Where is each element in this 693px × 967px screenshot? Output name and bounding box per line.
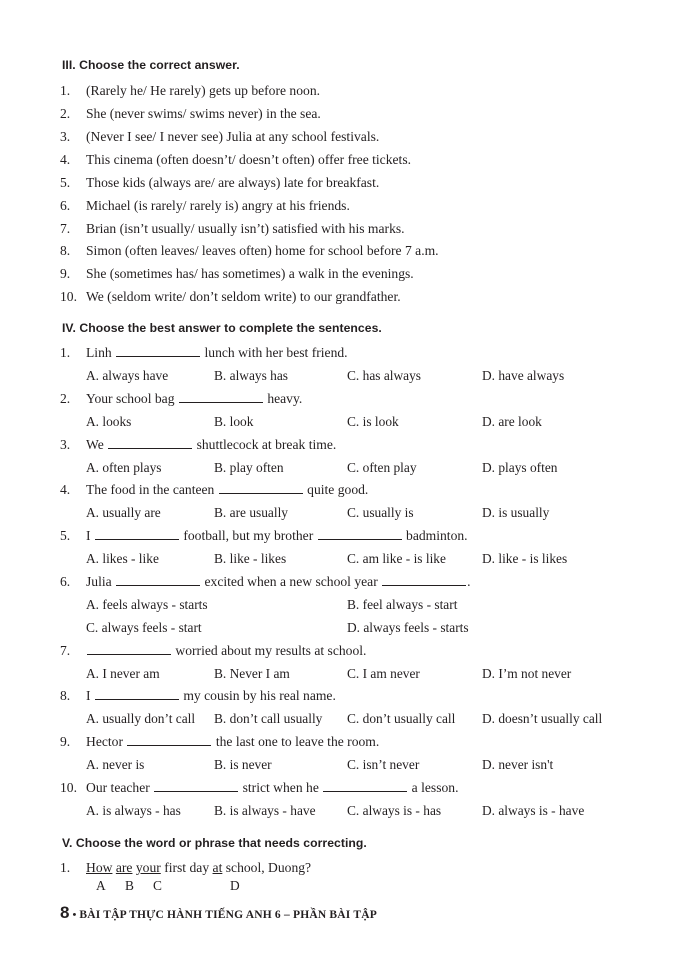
item-number: 7. xyxy=(60,221,71,236)
option-d: D. doesn’t usually call xyxy=(482,711,603,726)
question-text: Your school bag heavy. xyxy=(86,391,303,406)
question-number: 1. xyxy=(60,860,71,875)
option-b: B. are usually xyxy=(214,505,289,520)
option-b: B. look xyxy=(214,414,254,429)
item-text: She (sometimes has/ has sometimes) a walk in the evenings. xyxy=(86,266,414,281)
option-c: C. often play xyxy=(347,460,417,475)
answer-blank xyxy=(219,483,303,494)
option-b: B. Never I am xyxy=(214,666,290,681)
question-number: 3. xyxy=(60,437,71,452)
option-c: C. always is - has xyxy=(347,803,442,818)
option-a: A. usually are xyxy=(86,505,161,520)
item-number: 9. xyxy=(60,266,71,281)
section-4-heading: IV. Choose the best answer to complete the sentences. xyxy=(62,321,382,335)
option-c: C. always feels - start xyxy=(86,620,202,635)
letter-d: D xyxy=(230,878,240,893)
option-d: D. plays often xyxy=(482,460,558,475)
option-a: A. often plays xyxy=(86,460,162,475)
option-b: B. is always - have xyxy=(214,803,316,818)
item-number: 4. xyxy=(60,152,71,167)
answer-blank xyxy=(318,529,402,540)
option-a: A. is always - has xyxy=(86,803,181,818)
option-d: D. are look xyxy=(482,414,542,429)
question-number: 4. xyxy=(60,482,71,497)
question-text: I football, but my brother badminton. xyxy=(86,528,468,543)
option-a: A. never is xyxy=(86,757,145,772)
underlined-word-d: at xyxy=(212,860,223,875)
question-text: Hector the last one to leave the room. xyxy=(86,734,380,749)
question-number: 2. xyxy=(60,391,71,406)
option-d: D. is usually xyxy=(482,505,550,520)
option-c: C. has always xyxy=(347,368,422,383)
option-d: D. like - is likes xyxy=(482,551,568,566)
item-text: This cinema (often doesn’t/ doesn’t often) offer free tickets. xyxy=(86,152,412,167)
option-b: B. like - likes xyxy=(214,551,287,566)
item-text: Michael (is rarely/ rarely is) angry at his friends. xyxy=(86,198,350,213)
answer-blank xyxy=(116,346,200,357)
question-number: 9. xyxy=(60,734,71,749)
option-d: D. have always xyxy=(482,368,565,383)
option-c: C. I am never xyxy=(347,666,420,681)
option-a: A. looks xyxy=(86,414,132,429)
answer-blank xyxy=(154,781,238,792)
section-5-heading: V. Choose the word or phrase that needs correcting. xyxy=(62,836,367,850)
option-c: C. don’t usually call xyxy=(347,711,456,726)
item-text: (Never I see/ I never see) Julia at any school festivals. xyxy=(86,129,380,144)
question-number: 10. xyxy=(60,780,77,795)
answer-blank xyxy=(87,644,171,655)
answer-blank xyxy=(127,735,211,746)
item-number: 5. xyxy=(60,175,71,190)
question-text: I my cousin by his real name. xyxy=(86,688,336,703)
page-footer xyxy=(60,903,377,923)
option-c: C. is look xyxy=(347,414,399,429)
option-c: C. am like - is like xyxy=(347,551,446,566)
option-a: A. likes - like xyxy=(86,551,159,566)
answer-blank xyxy=(116,575,200,586)
answer-blank xyxy=(179,392,263,403)
option-c: C. isn’t never xyxy=(347,757,420,772)
letter-b: B xyxy=(125,878,134,893)
underlined-word-c: your xyxy=(135,860,161,875)
answer-blank xyxy=(323,781,407,792)
item-text: (Rarely he/ He rarely) gets up before noon. xyxy=(86,83,321,98)
section-3-heading: III. Choose the correct answer. xyxy=(62,58,240,72)
option-b: B. play often xyxy=(214,460,284,475)
option-a: A. feels always - starts xyxy=(86,597,208,612)
question-number: 1. xyxy=(60,345,71,360)
question-text: worried about my results at school. xyxy=(86,643,366,659)
option-d: D. always feels - starts xyxy=(347,620,469,635)
letter-a: A xyxy=(96,878,106,893)
item-number: 6. xyxy=(60,198,71,213)
option-b: B. feel always - start xyxy=(347,597,458,612)
option-d: D. never isn't xyxy=(482,757,554,772)
option-a: A. usually don’t call xyxy=(86,711,196,726)
option-a: A. always have xyxy=(86,368,169,383)
option-a: A. I never am xyxy=(86,666,160,681)
question-text: Julia excited when a new school year . xyxy=(86,574,471,589)
item-text: Those kids (always are/ are always) late for breakfast. xyxy=(86,175,380,190)
option-d: D. always is - have xyxy=(482,803,585,818)
item-number: 1. xyxy=(60,83,71,98)
answer-blank xyxy=(95,689,179,700)
option-d: D. I’m not never xyxy=(482,666,572,681)
answer-blank xyxy=(95,529,179,540)
question-number: 8. xyxy=(60,688,71,703)
item-number: 10. xyxy=(60,289,77,304)
page-number: 8 xyxy=(60,903,70,922)
letter-c: C xyxy=(153,878,162,893)
item-text: Brian (isn’t usually/ usually isn’t) satisfied with his marks. xyxy=(86,221,405,236)
question-number: 5. xyxy=(60,528,71,543)
underlined-word-a: How xyxy=(86,860,113,875)
item-text: We (seldom write/ don’t seldom write) to our grandfather. xyxy=(86,289,401,304)
question-text: The food in the canteen quite good. xyxy=(86,482,369,497)
option-b: B. always has xyxy=(214,368,289,383)
question-text: We shuttlecock at break time. xyxy=(86,437,337,452)
question-number: 6. xyxy=(60,574,71,589)
footer-bullet: • xyxy=(72,909,77,921)
book-title: BÀI TẬP THỰC HÀNH TIẾNG ANH 6 – PHẦN BÀI TẬP xyxy=(79,909,377,921)
option-c: C. usually is xyxy=(347,505,414,520)
item-number: 2. xyxy=(60,106,71,121)
underlined-word-b: are xyxy=(115,860,133,875)
item-number: 3. xyxy=(60,129,71,144)
question-text: How are your first day at school, Duong? xyxy=(86,860,312,875)
question-number: 7. xyxy=(60,643,71,658)
option-b: B. don’t call usually xyxy=(214,711,323,726)
answer-blank xyxy=(108,438,192,449)
answer-blank xyxy=(382,575,466,586)
item-text: She (never swims/ swims never) in the sea. xyxy=(86,106,321,121)
question-text: Linh lunch with her best friend. xyxy=(86,345,348,360)
item-text: Simon (often leaves/ leaves often) home for school before 7 a.m. xyxy=(86,243,439,258)
item-number: 8. xyxy=(60,243,71,258)
option-b: B. is never xyxy=(214,757,272,772)
question-text: Our teacher strict when he a lesson. xyxy=(86,780,459,795)
